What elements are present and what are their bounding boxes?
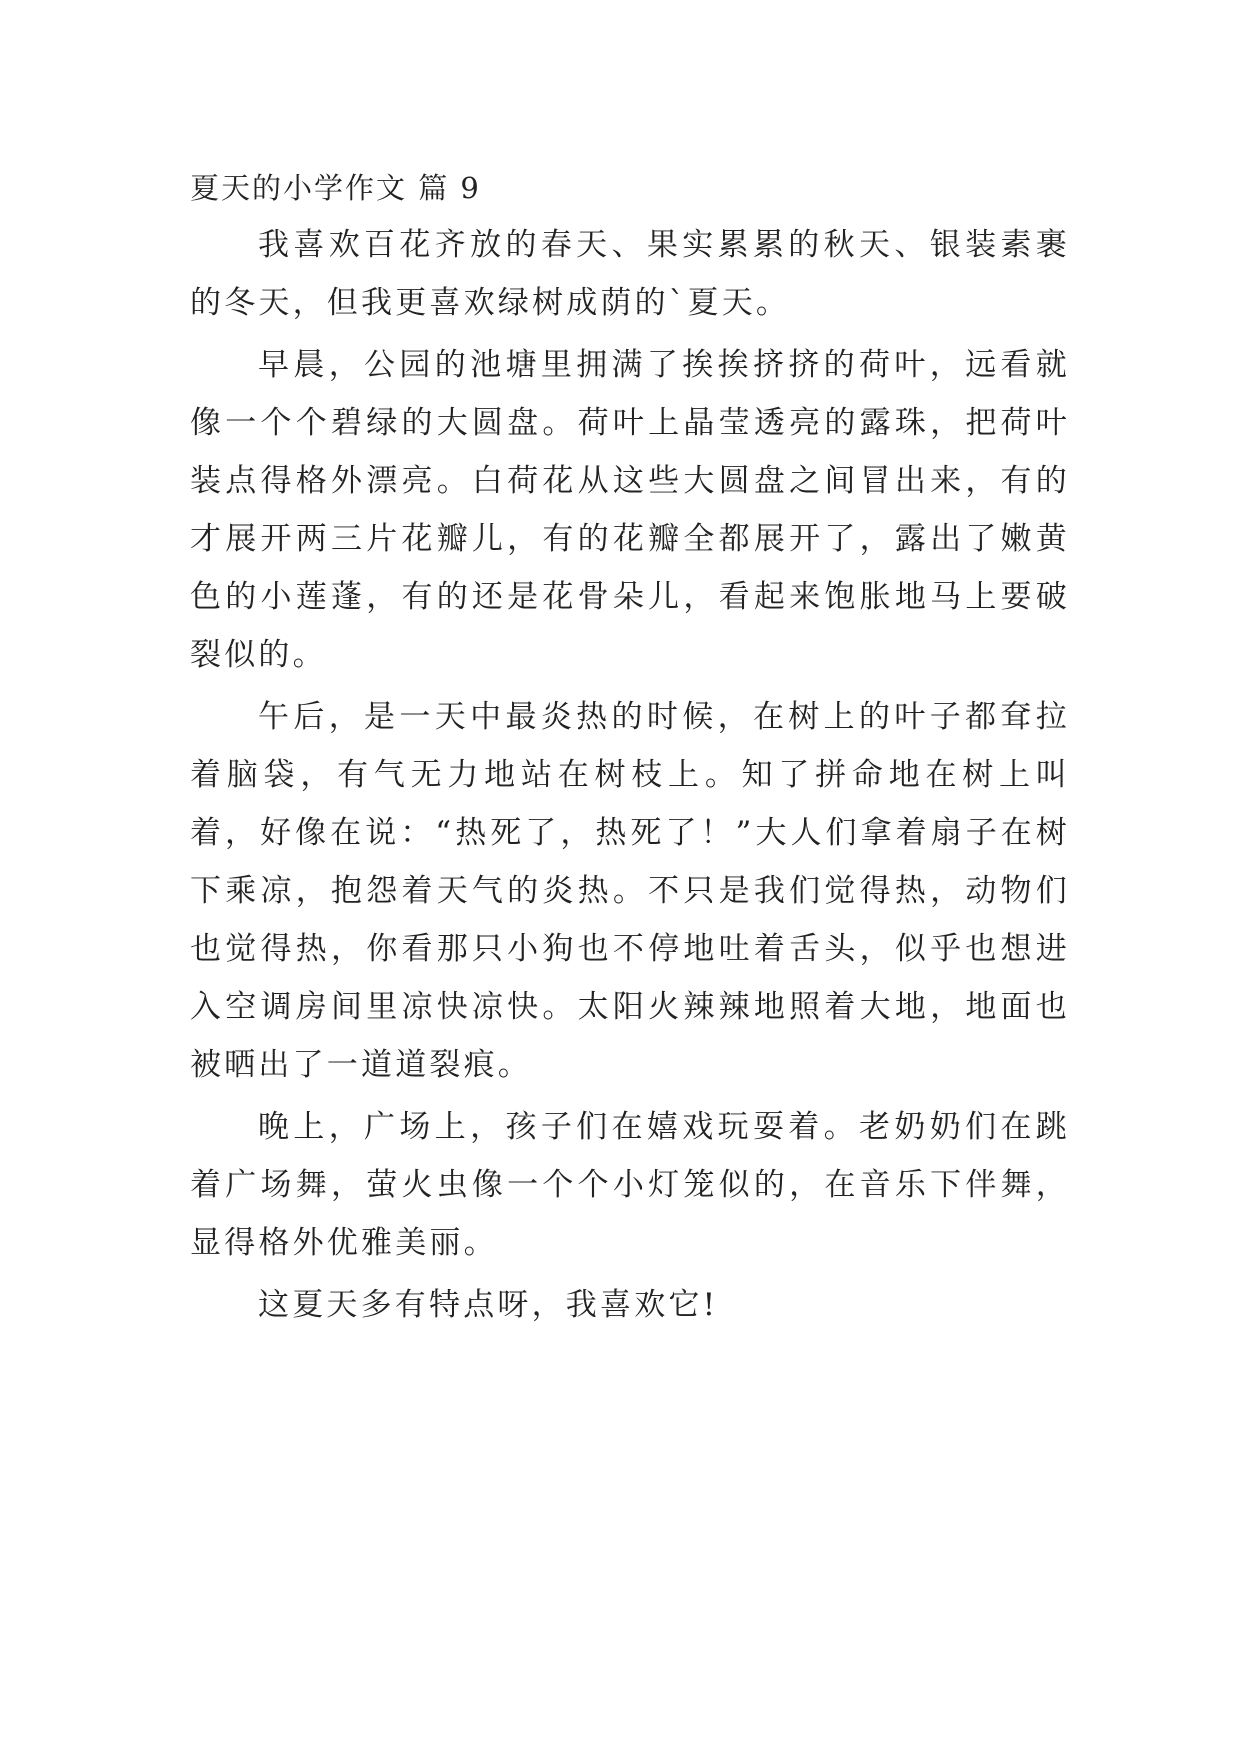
paragraph-morning: 早晨，公园的池塘里拥满了挨挨挤挤的荷叶，远看就像一个个碧绿的大圆盘。荷叶上晶莹透亮的露珠，把荷叶装点得格外漂亮。白荷花从这些大圆盘之间冒出来，有的才展开两三片花瓣儿，有的花瓣全都展开了，露出了嫩黄色的小莲蓬，有的还是花骨朵儿，看起来饱胀地马上要破裂似的。 [190, 347, 1070, 673]
paragraph-intro: 我喜欢百花齐放的春天、果实累累的秋天、银装素裹的冬天，但我更喜欢绿树成荫的`夏天。 [190, 227, 1070, 321]
essay-title: 夏天的小学作文 篇 9 [190, 171, 481, 205]
document-body [190, 160, 1070, 1338]
paragraph-evening: 晚上，广场上，孩子们在嬉戏玩耍着。老奶奶们在跳着广场舞，萤火虫像一个个小灯笼似的，在音乐下伴舞，显得格外优雅美丽。 [190, 1109, 1070, 1261]
paragraph-conclusion: 这夏天多有特点呀，我喜欢它! [258, 1287, 719, 1323]
paragraph-afternoon: 午后，是一天中最炎热的时候，在树上的叶子都耷拉着脑袋，有气无力地站在树枝上。知了拼命地在树上叫着，好像在说：“热死了，热死了！”大人们拿着扇子在树下乘凉，抱怨着天气的炎热。不只是我们觉得热，动物们也觉得热，你看那只小狗也不停地吐着舌头，似乎也想进入空调房间里凉快凉快。太阳火辣辣地照着大地，地面也被晒出了一道道裂痕。 [190, 699, 1070, 1083]
